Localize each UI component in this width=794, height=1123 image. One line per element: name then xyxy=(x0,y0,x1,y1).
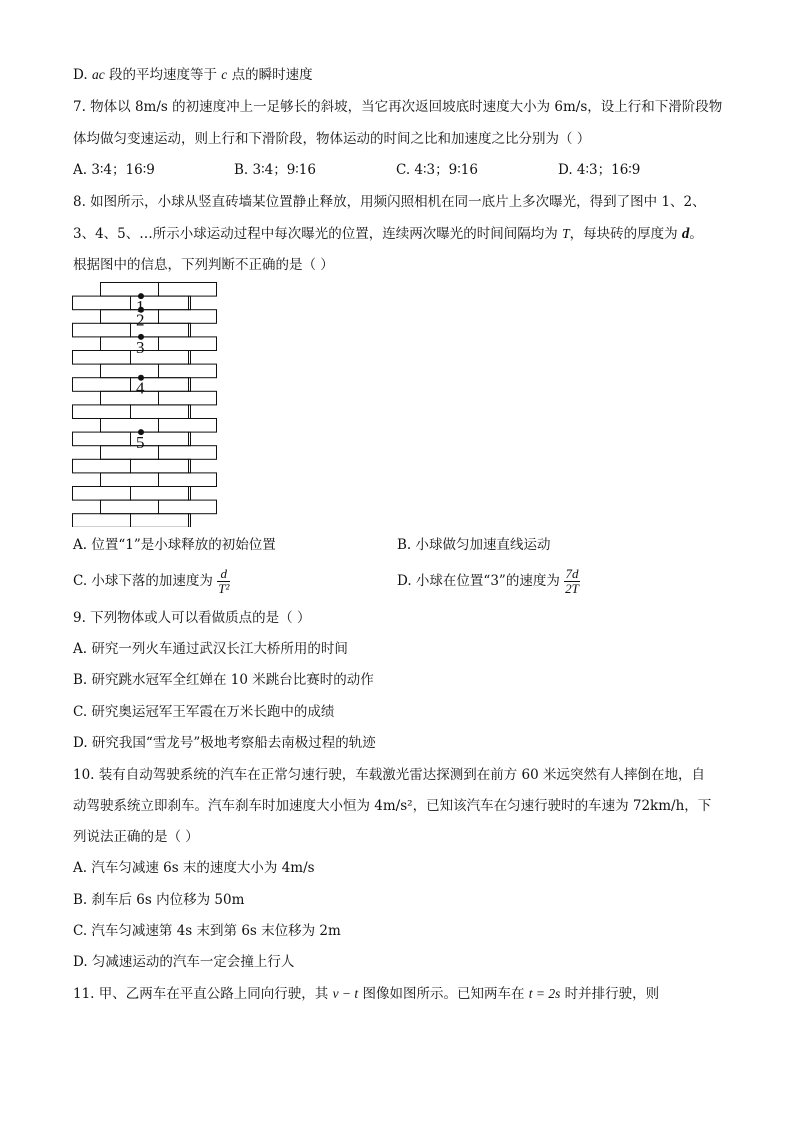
brick xyxy=(159,310,217,324)
q11-line1-t: t = 2s xyxy=(528,986,561,1001)
q11-stem-line1 xyxy=(73,985,659,1003)
q10-option-b: B. 刹车后 6s 内位移为 50m xyxy=(73,892,245,908)
q8-stem-line1: 8. 如图所示，小球从竖直砖墙某位置静止释放，用频闪照相机在同一底片上多次曝光，得到了图中 1、2、 xyxy=(73,194,706,210)
q7-option-c: C. 4∶3；9∶16 xyxy=(396,162,478,178)
brick xyxy=(189,405,191,419)
brick xyxy=(101,473,159,487)
brick xyxy=(101,391,159,405)
brick xyxy=(101,337,159,351)
q8-optc-den: T² xyxy=(218,581,230,596)
brick xyxy=(73,378,131,392)
q7-stem-line1: 7. 物体以 8m/s 的初速度冲上一足够长的斜坡，当它再次返回坡底时速度大小为 6m/s，设上行和下滑阶段物 xyxy=(73,99,723,115)
brick xyxy=(189,378,191,392)
ball-label-3: 3 xyxy=(136,337,145,357)
brick xyxy=(101,310,159,324)
q8-line2-b: ，每块砖的厚度为 xyxy=(569,226,682,242)
q10-stem-line3: 列说法正确的是（ ） xyxy=(73,829,199,845)
brick xyxy=(131,487,189,501)
q8-line2-T: T xyxy=(562,226,570,241)
q8-stem-line2 xyxy=(73,225,703,243)
brick xyxy=(131,514,189,527)
ball-label-5: 5 xyxy=(136,433,145,453)
brick xyxy=(101,419,159,433)
brick xyxy=(159,419,217,433)
brick xyxy=(189,514,191,527)
q7-option-b: B. 3∶4；9∶16 xyxy=(234,162,316,178)
brick xyxy=(73,459,131,473)
q6-optd-var: ac xyxy=(91,67,105,82)
brick xyxy=(73,323,131,337)
brick xyxy=(131,405,189,419)
brick xyxy=(131,459,189,473)
ball-label-1: 1 xyxy=(136,297,145,317)
brick xyxy=(189,487,191,501)
q8-stem-line3: 根据图中的信息，下列判断不正确的是（ ） xyxy=(73,257,334,273)
q8-option-a: A. 位置“1”是小球释放的初始位置 xyxy=(73,537,276,553)
q11-line1-vt: v − t xyxy=(332,986,359,1001)
q11-line1-c: 时并排行驶，则 xyxy=(560,986,660,1002)
q8-optd-text: D. 小球在位置“3”的速度为 xyxy=(397,573,565,589)
brick xyxy=(189,323,191,337)
brick xyxy=(73,405,131,419)
q8-optc-fraction xyxy=(217,567,230,596)
q8-line2-c: 。 xyxy=(689,226,703,242)
brick xyxy=(159,500,217,514)
brick xyxy=(159,364,217,378)
q8-optd-fraction xyxy=(564,567,580,596)
brick xyxy=(159,473,217,487)
brick xyxy=(159,391,217,405)
brick-wall-figure xyxy=(72,281,222,527)
brick xyxy=(159,283,217,297)
q9-option-c: C. 研究奥运冠军王军霞在万米长跑中的成绩 xyxy=(73,704,335,720)
q6-option-d xyxy=(73,66,313,84)
brick xyxy=(101,364,159,378)
q9-option-a: A. 研究一列火车通过武汉长江大桥所用的时间 xyxy=(73,641,348,657)
ball-label-4: 4 xyxy=(136,378,145,398)
brick xyxy=(73,514,131,527)
q6-optd-var2: c xyxy=(221,67,228,82)
brick xyxy=(101,500,159,514)
brick xyxy=(73,351,131,365)
q8-optd-den: 2T xyxy=(565,581,579,596)
q8-option-c xyxy=(73,567,230,596)
q7-option-d: D. 4∶3；16∶9 xyxy=(558,162,641,178)
q8-optc-num: d xyxy=(220,566,228,581)
q6-optd-suffix: 点的瞬时速度 xyxy=(227,67,313,83)
brick xyxy=(101,283,159,297)
q8-option-b: B. 小球做匀加速直线运动 xyxy=(397,537,551,553)
q6-optd-mid: 段的平均速度等于 xyxy=(104,67,222,83)
brick xyxy=(159,446,217,460)
brick xyxy=(101,446,159,460)
brick xyxy=(73,296,131,310)
q9-stem: 9. 下列物体或人可以看做质点的是（ ） xyxy=(73,610,311,626)
q9-option-d: D. 研究我国“雪龙号”极地考察船去南极过程的轨迹 xyxy=(73,735,376,751)
brick xyxy=(73,487,131,501)
brick xyxy=(189,432,191,446)
brick xyxy=(189,296,191,310)
brick xyxy=(159,337,217,351)
q8-optd-num: 7d xyxy=(565,566,579,581)
q8-line2-a: 3、4、5、…所示小球运动过程中每次曝光的位置，连续两次曝光的时间间隔均为 xyxy=(73,226,563,242)
ball-label-2: 2 xyxy=(136,310,145,330)
brick xyxy=(73,432,131,446)
q10-option-d: D. 匀减速运动的汽车一定会撞上行人 xyxy=(73,954,295,970)
q6-optd-prefix: D. xyxy=(73,67,92,83)
brick xyxy=(189,459,191,473)
q10-stem-line1: 10. 装有自动驾驶系统的汽车在正常匀速行驶，车载激光雷达探测到在前方 60 米远突然有人摔倒在地，自 xyxy=(73,767,706,783)
q7-stem-line2: 体均做匀变速运动，则上行和下滑阶段，物体运动的时间之比和加速度之比分别为（ ） xyxy=(73,131,591,147)
q8-option-d xyxy=(397,567,580,596)
brick xyxy=(189,351,191,365)
q10-option-c: C. 汽车匀减速第 4s 末到第 6s 末位移为 2m xyxy=(73,923,341,939)
q8-optc-text: C. 小球下落的加速度为 xyxy=(73,573,218,589)
q9-option-b: B. 研究跳水冠军全红婵在 10 米跳台比赛时的动作 xyxy=(73,672,374,688)
q10-stem-line2: 动驾驶系统立即刹车。汽车刹车时加速度大小恒为 4m/s²，已知该汽车在匀速行驶时的车速为 72km/h，下 xyxy=(73,798,712,814)
q11-line1-b: 图像如图所示。已知两车在 xyxy=(358,986,529,1002)
q8-line2-d: d xyxy=(681,226,690,242)
q7-option-a: A. 3∶4；16∶9 xyxy=(73,162,155,178)
q10-option-a: A. 汽车匀减速 6s 末的速度大小为 4m/s xyxy=(73,860,315,876)
q11-line1-a: 11. 甲、乙两车在平直公路上同向行驶，其 xyxy=(73,986,333,1002)
